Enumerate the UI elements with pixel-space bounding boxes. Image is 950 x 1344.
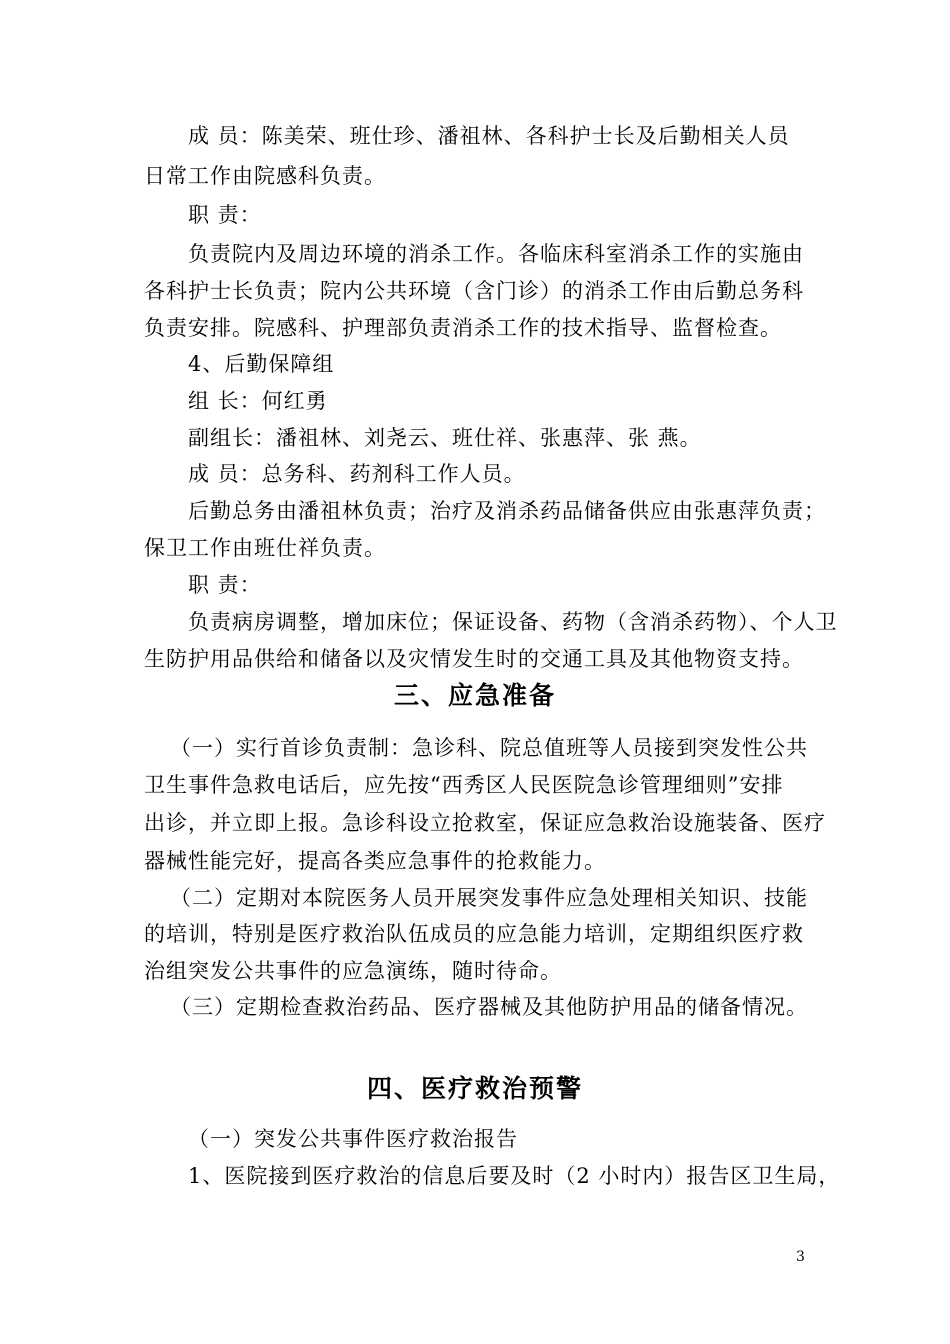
page-number: 3: [796, 1249, 805, 1265]
duty-text-line: 负责病房调整，增加床位；保证设备、药物（含消杀药物）、个人卫: [188, 610, 838, 634]
duty-label: 职 责：: [188, 573, 262, 597]
section-paragraph-line: （三）定期检查救治药品、医疗器械及其他防护用品的储备情况。: [170, 995, 808, 1019]
section-paragraph-line: （一）突发公共事件医疗救治报告: [188, 1127, 518, 1151]
logistics-line: 保卫工作由班仕祥负责。: [144, 536, 386, 560]
section-paragraph-line: 出诊，并立即上报。急诊科设立抢救室，保证应急救治设施装备、医疗: [144, 811, 826, 835]
subsection-title: 4、后勤保障组: [188, 352, 335, 376]
leader-line: 组 长：何红勇: [188, 389, 328, 413]
section-paragraph-line: （一）实行首诊负责制：急诊科、院总值班等人员接到突发性公共: [170, 736, 808, 760]
section-paragraph-line: 的培训，特别是医疗救治队伍成员的应急能力培训，定期组织医疗救: [144, 922, 804, 946]
member-line: 成 员：总务科、药剂科工作人员。: [188, 462, 526, 486]
section-paragraph-line: （二）定期对本院医务人员开展突发事件应急处理相关知识、技能: [170, 886, 808, 910]
duty-label: 职 责：: [188, 203, 262, 227]
deputy-leader-line: 副组长：潘祖林、刘尧云、班仕祥、张惠萍、张 燕。: [188, 426, 702, 450]
section-paragraph-line: 治组突发公共事件的应急演练，随时待命。: [144, 959, 562, 983]
daily-work-line: 日常工作由院感科负责。: [144, 164, 386, 188]
duty-text-line: 负责院内及周边环境的消杀工作。各临床科室消杀工作的实施由: [188, 242, 804, 266]
duty-text-line: 各科护士长负责；院内公共环境（含门诊）的消杀工作由后勤总务科: [144, 279, 804, 303]
section-paragraph-line: 卫生事件急救电话后，应先按“西秀区人民医院急诊管理细则”安排: [144, 773, 784, 797]
logistics-line: 后勤总务由潘祖林负责；治疗及消杀药品储备供应由张惠萍负责；: [188, 499, 826, 523]
section-heading: 四、医疗救治预警: [366, 1074, 583, 1103]
duty-text-line: 生防护用品供给和储备以及灾情发生时的交通工具及其他物资支持。: [144, 647, 804, 671]
duty-text-line: 负责安排。院感科、护理部负责消杀工作的技术指导、监督检查。: [144, 316, 782, 340]
section-heading: 三、应急准备: [393, 681, 556, 710]
section-paragraph-line: 器械性能完好，提高各类应急事件的抢救能力。: [144, 849, 606, 873]
section-paragraph-line: 1、医院接到医疗救治的信息后要及时（2 小时内）报告区卫生局，: [188, 1164, 841, 1188]
member-line: 成 员：陈美荣、班仕珍、潘祖林、各科护士长及后勤相关人员: [188, 124, 790, 148]
